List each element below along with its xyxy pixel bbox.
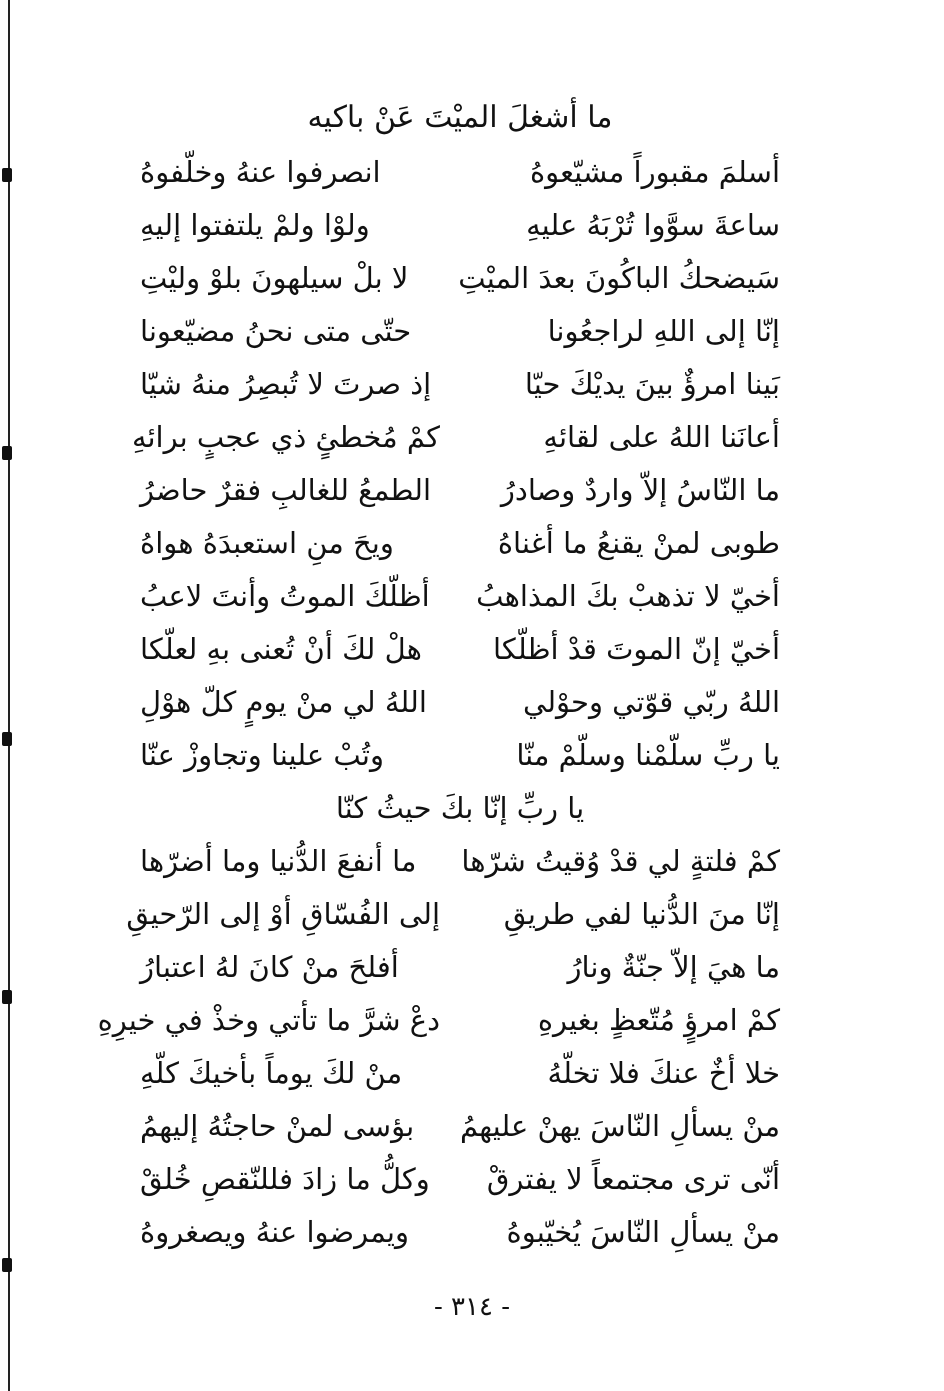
hemistich-left: هلْ لكَ أنْ تُعنى بهِ لعلّكا [140, 632, 422, 666]
page-number: - ٣١٤ - [433, 1292, 511, 1322]
verse-line [126, 888, 780, 941]
verse-line [140, 146, 780, 199]
verse-line [140, 252, 780, 305]
hemistich-right: اللهُ ربّي قوّتي وحوْلي [523, 685, 780, 719]
hemistich-left: ويحَ منِ استعبدَهُ هواهُ [140, 526, 394, 560]
hemistich-right: ما هيَ إلاّ جنّةٌ ونارُ [567, 950, 780, 984]
poem-title: ما أشغلَ الميْتَ عَنْ باكيه [307, 100, 613, 135]
verse-line [140, 305, 780, 358]
hemistich-right: إنّا إلى اللهِ لراجعُونا [547, 314, 780, 348]
hemistich-right: أخيّ إنّ الموتَ قدْ أظلّكا [493, 632, 780, 666]
hemistich-left: بؤسى لمنْ حاجتُهُ إليهمُ [140, 1109, 415, 1143]
margin-mark [2, 446, 12, 460]
margin-mark [2, 1258, 12, 1272]
hemistich-right: أنّى ترى مجتمعاً لا يفترقْ [486, 1162, 780, 1196]
hemistich-left: ما أنفعَ الدُّنيا وما أضرّها [140, 844, 417, 878]
verse-line [140, 1206, 780, 1259]
hemistich-left: اللهُ لي منْ يومٍ كلّ هوْلِ [140, 685, 427, 719]
verse-line [97, 994, 780, 1047]
hemistich-right: منْ يسألِ النّاسَ يُخيّبوهُ [506, 1215, 780, 1249]
hemistich-right: ساعةَ سوَّوا تُرْبَهُ عليهِ [526, 208, 780, 242]
verse-line [140, 623, 780, 676]
verse-line [140, 1047, 780, 1100]
margin-rule [8, 0, 10, 1391]
hemistich-left: وتُبْ علينا وتجاوزْ عنّا [140, 738, 384, 772]
hemistich-left: أفلحَ منْ كانَ لهُ اعتبارُ [140, 950, 399, 984]
hemistich-right: إنّا منَ الدُّنيا لفي طريقِ [503, 897, 780, 931]
hemistich-right: يا ربِّ سلّمْنا وسلّمْ منّا [516, 738, 780, 772]
verse-line [140, 517, 780, 570]
verse-line [140, 1100, 780, 1153]
hemistich-left: انصرفوا عنهُ وخلّفوهُ [140, 155, 381, 189]
hemistich-left: ولوْا ولمْ يلتفتوا إليهِ [140, 208, 370, 242]
margin-mark [2, 990, 12, 1004]
closing-line: يا ربِّ إنّا بكَ حيثُ كنّا [335, 791, 585, 825]
poem-section-2 [97, 835, 780, 1259]
hemistich-left: لا بلْ سيلهونَ بلوْ وليْتِ [140, 261, 409, 295]
verse-line [140, 676, 780, 729]
verse-line [140, 570, 780, 623]
margin-mark [2, 168, 12, 182]
hemistich-left: وكلُّ ما زادَ فللنّقصِ خُلقْ [140, 1162, 430, 1196]
hemistich-right: بَينا امرؤٌ بينَ يديْكَ حيّا [524, 367, 780, 401]
hemistich-right: خلا أخٌ عنكَ فلا تخلّهُ [547, 1056, 780, 1090]
poem-section-1 [131, 146, 780, 782]
hemistich-left: أظلّكَ الموتُ وأنتَ لاعبُ [140, 579, 430, 613]
hemistich-left: إذ صرتَ لا تُبصِرُ منهُ شيّا [140, 367, 432, 401]
poem-page [97, 90, 780, 1259]
verse-line [140, 1153, 780, 1206]
hemistich-right: ما النّاسُ إلاّ واردٌ وصادرُ [500, 473, 780, 507]
verse-line [140, 729, 780, 782]
hemistich-left: إلى الفُسّاقِ أوْ إلى الرّحيقِ [126, 897, 440, 931]
verse-line [140, 199, 780, 252]
hemistich-right: كمْ فلتةٍ لي قدْ وُقيتُ شرّها [461, 844, 780, 878]
hemistich-left: دعْ شرَّ ما تأتي وخذْ في خيرِهِ [97, 1003, 440, 1037]
hemistich-left: كمْ مُخطئٍ ذي عجبٍ برائهِ [131, 420, 440, 454]
hemistich-right: منْ يسألِ النّاسَ يهنْ عليهمُ [459, 1109, 780, 1143]
hemistich-right: طوبى لمنْ يقنعُ ما أغناهُ [497, 526, 780, 560]
hemistich-right: أخيّ لا تذهبْ بكَ المذاهبُ [476, 579, 780, 613]
hemistich-right: كمْ امرؤٍ مُتّعظٍ بغيرهِ [537, 1003, 780, 1037]
hemistich-left: الطمعُ للغالبِ فقرٌ حاضرُ [140, 473, 432, 507]
hemistich-right: أسلمَ مقبوراً مشيّعوهُ [529, 155, 780, 189]
verse-line [140, 835, 780, 888]
verse-line [140, 941, 780, 994]
hemistich-left: منْ لكَ يوماً بأخيكَ كلّهِ [140, 1056, 403, 1090]
hemistich-left: ويمرضوا عنهُ ويصغروهُ [140, 1215, 409, 1249]
hemistich-left: حتّى متى نحنُ مضيّعونا [140, 314, 412, 348]
verse-line [140, 358, 780, 411]
hemistich-right: سَيضحكُ الباكُونَ بعدَ الميْتِ [458, 261, 780, 295]
verse-line [131, 411, 780, 464]
margin-mark [2, 732, 12, 746]
hemistich-right: أعانَنا اللهُ على لقائهِ [543, 420, 780, 454]
verse-line [140, 464, 780, 517]
